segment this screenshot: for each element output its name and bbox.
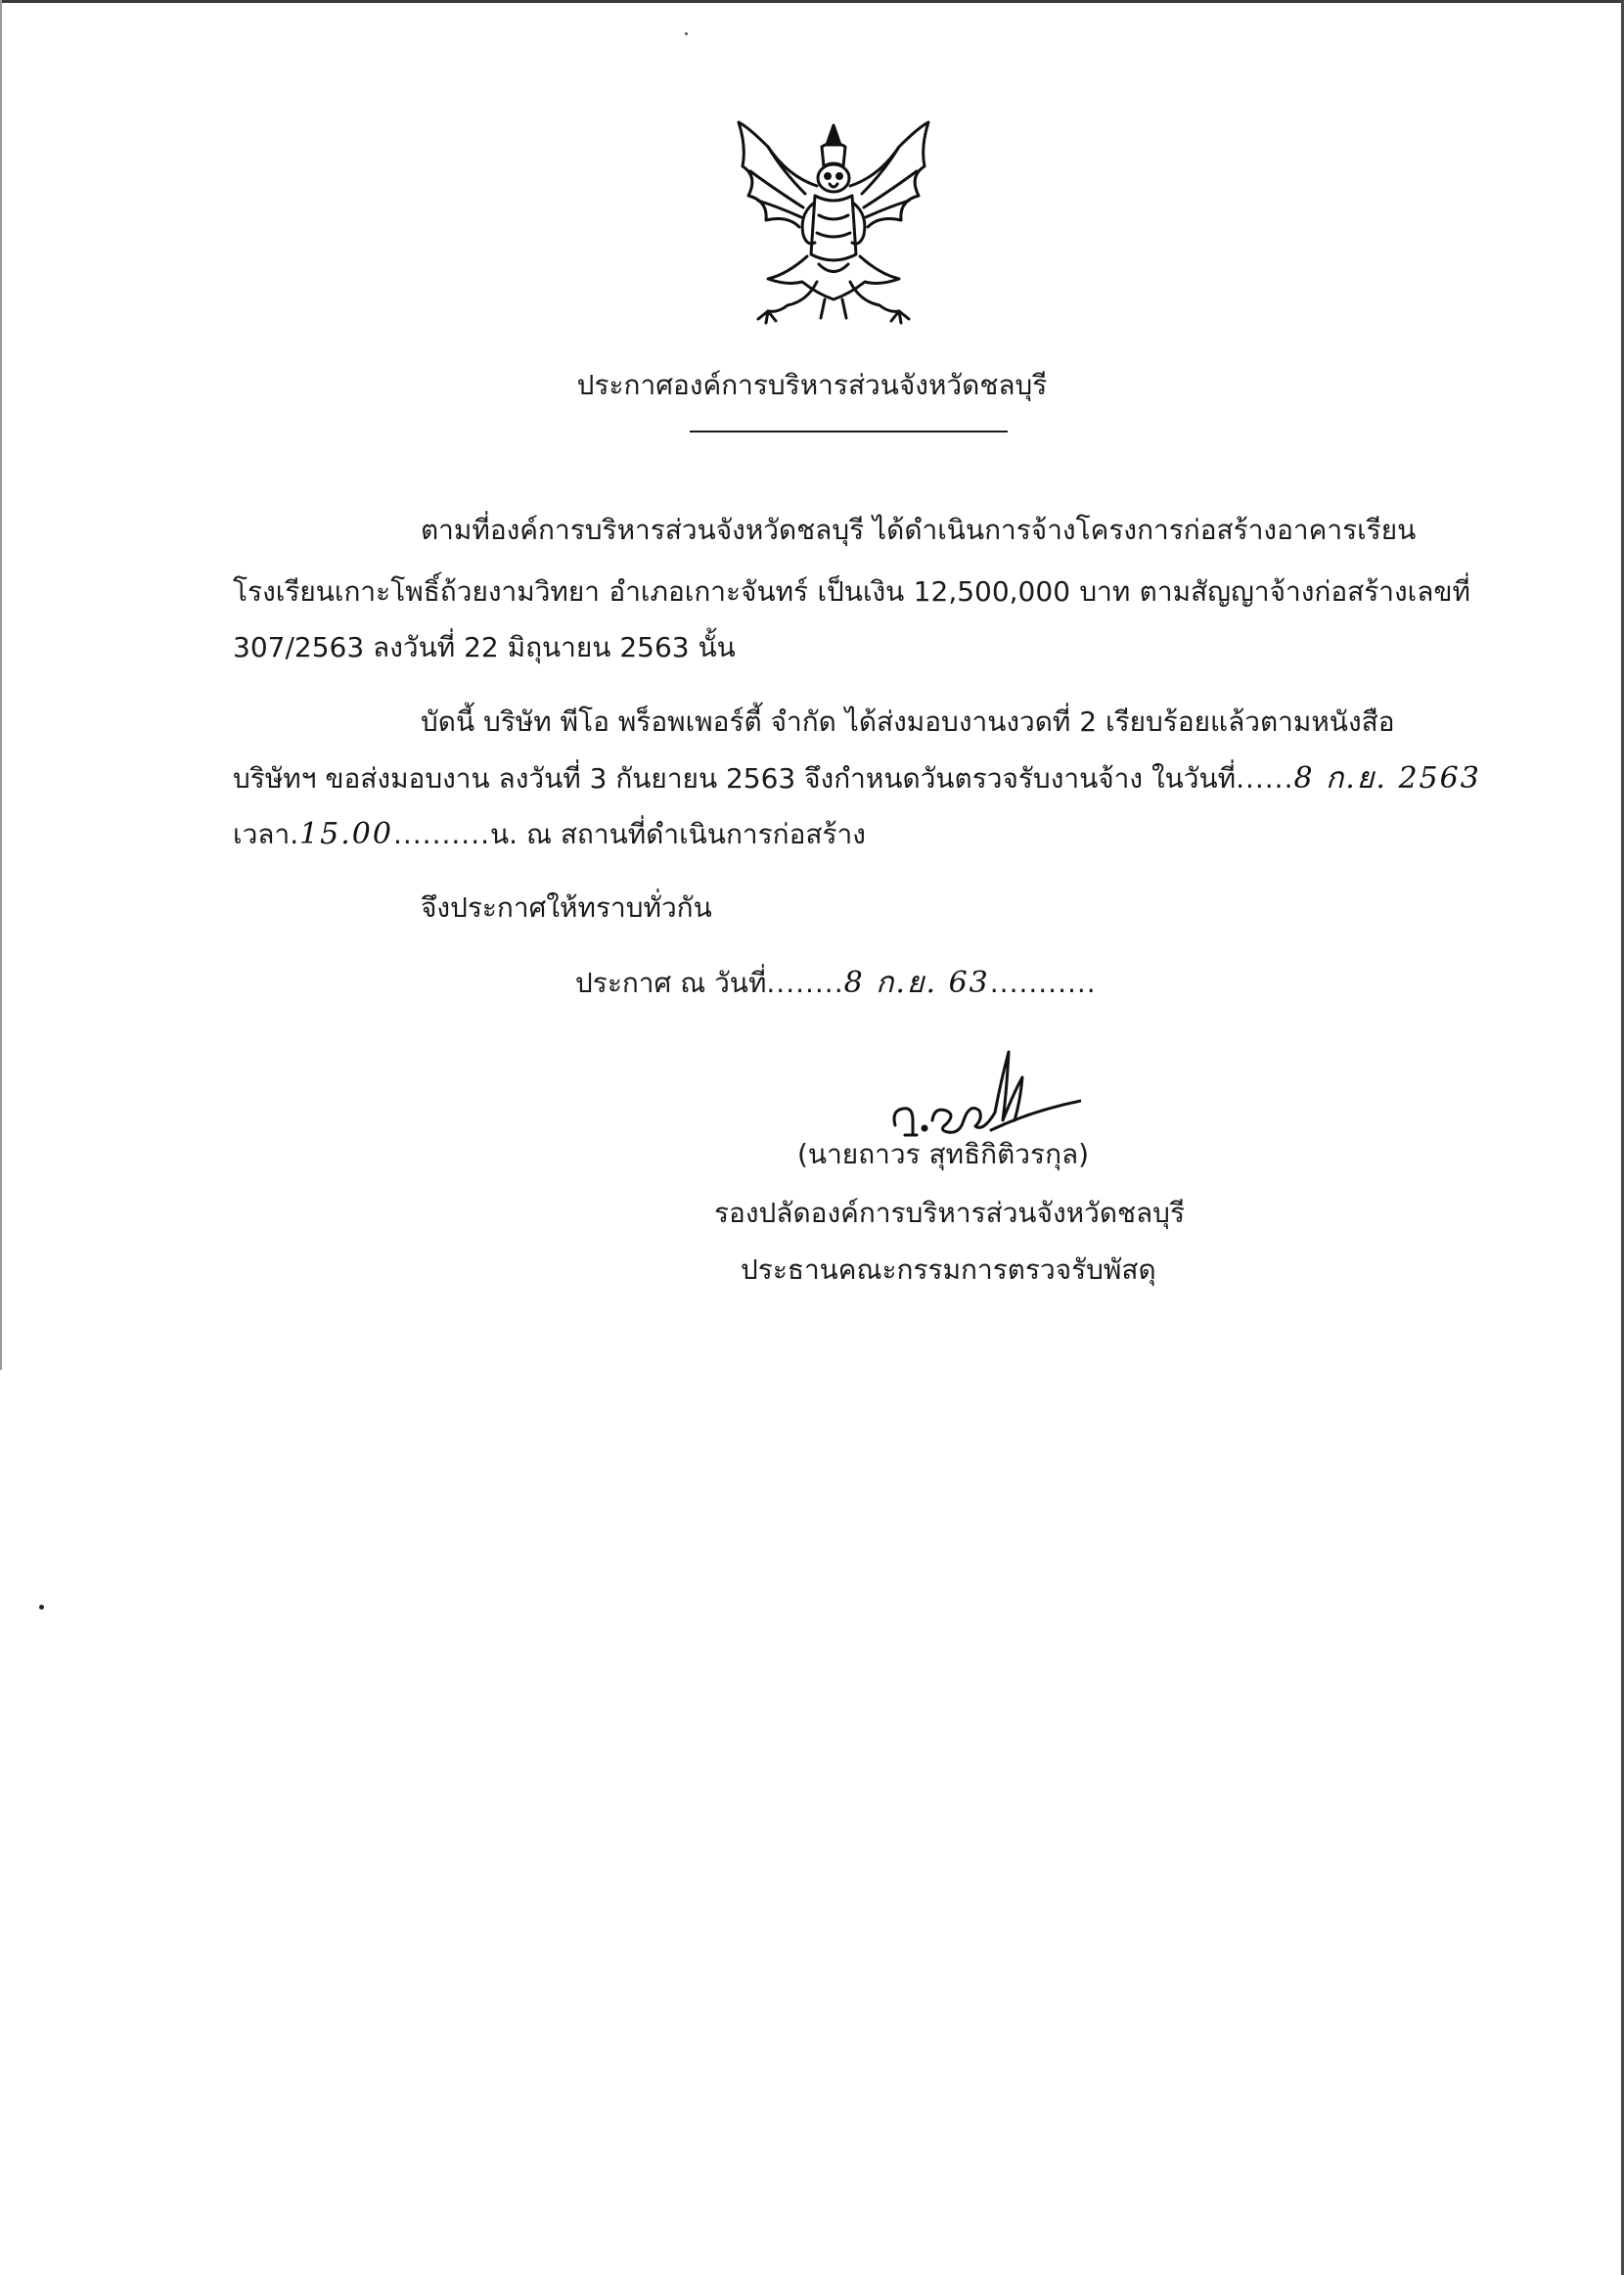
paragraph-2-line-2	[233, 759, 1481, 798]
dotted-leader: ..........	[392, 818, 490, 850]
paragraph-1-line-3: 307/2563 ลงวันที่ 22 มิถุนายน 2563 นั้น	[233, 631, 736, 663]
paragraph-1-line-2: โรงเรียนเกาะโพธิ์ถ้วยงามวิทยา อำเภอเกาะจันทร์ เป็นเงิน 12,500,000 บาท ตามสัญญาจ้างก่อสร้างเลขที่	[233, 575, 1470, 608]
paragraph-2-line-2-text: บริษัทฯ ขอส่งมอบงาน ลงวันที่ 3 กันยายน 2563 จึงกำหนดวันตรวจรับงานจ้าง ในวันที่	[233, 762, 1237, 795]
document-title: ประกาศองค์การบริหารส่วนจังหวัดชลบุรี	[576, 369, 1048, 401]
scan-speck	[685, 32, 688, 35]
dotted-leader: ...........	[989, 967, 1097, 999]
signatory-committee-role: ประธานคณะกรรมการตรวจรับพัสดุ	[741, 1253, 1156, 1286]
paragraph-2-line-1: บัดนี้ บริษัท พีโอ พร็อพเพอร์ตี้ จำกัด ได้ส่งมอบงานงวดที่ 2 เรียบร้อยแล้วตามหนังสือ	[421, 705, 1395, 738]
scan-speck	[39, 1605, 44, 1610]
announcement-date-line	[575, 964, 1097, 1003]
paragraph-2-line-3	[233, 815, 866, 854]
handwritten-inspection-date: 8 ก.ย. 2563	[1293, 761, 1481, 796]
page-edge-left	[0, 0, 2, 1370]
dotted-leader: ........	[766, 967, 844, 999]
page-edge-top	[0, 0, 1624, 3]
signatory-name: (นายถาวร สุทธิกิติวรกุล)	[797, 1138, 1090, 1170]
title-underline	[690, 431, 1008, 432]
signatory-position: รองปลัดองค์การบริหารส่วนจังหวัดชลบุรี	[714, 1197, 1185, 1229]
location-text: น. ณ สถานที่ดำเนินการก่อสร้าง	[490, 818, 866, 850]
handwritten-announcement-date: 8 ก.ย. 63	[843, 966, 990, 1000]
time-label: เวลา	[233, 818, 291, 850]
closing-statement: จึงประกาศให้ทราบทั่วกัน	[421, 891, 712, 924]
handwritten-inspection-time: 15.00	[299, 817, 393, 851]
dotted-leader: ......	[1236, 762, 1294, 795]
garuda-emblem-icon	[729, 117, 939, 333]
announcement-date-label: ประกาศ ณ วันที่	[575, 967, 767, 999]
dotted-leader: .	[290, 818, 300, 850]
handwritten-signature	[885, 1042, 1081, 1150]
paragraph-1-line-1: ตามที่องค์การบริหารส่วนจังหวัดชลบุรี ได้ดำเนินการจ้างโครงการก่อสร้างอาคารเรียน	[421, 514, 1417, 546]
